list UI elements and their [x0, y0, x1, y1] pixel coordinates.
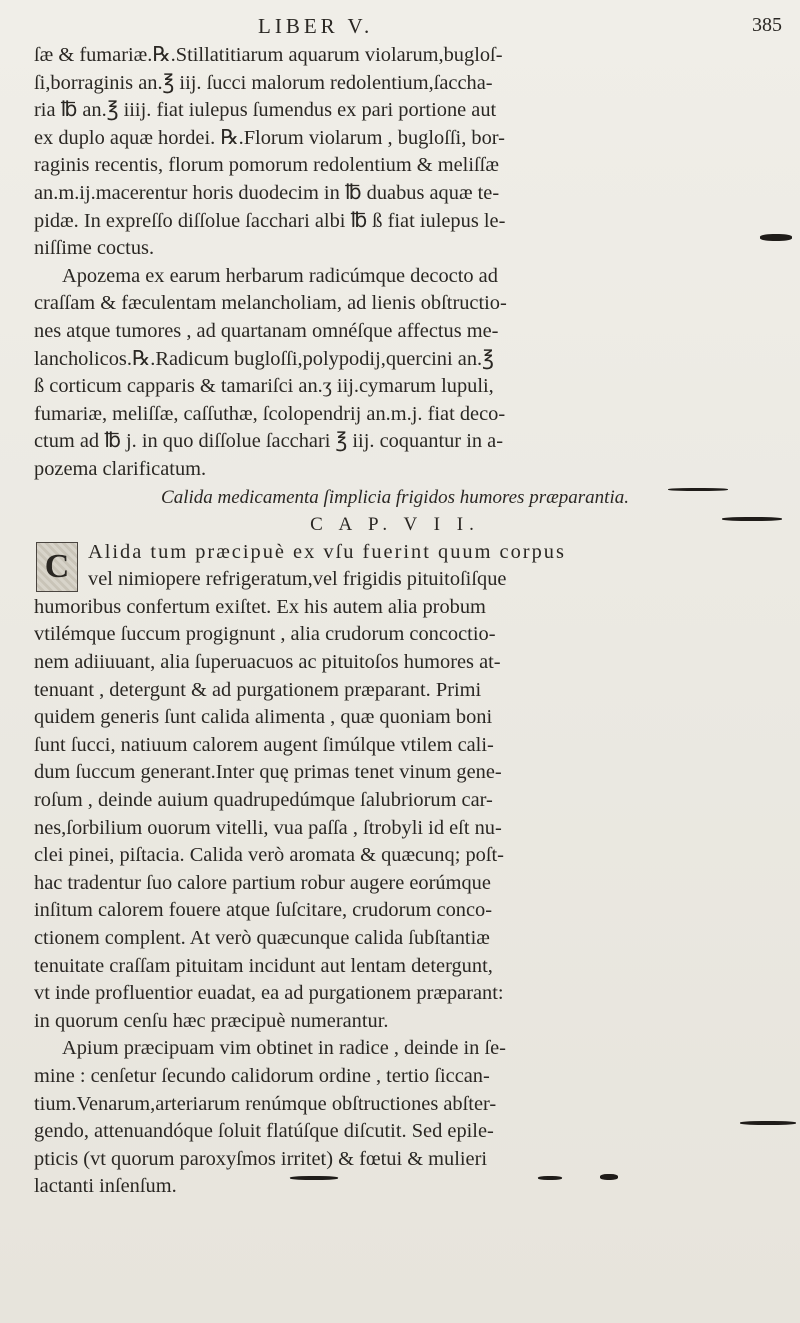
text-line: raginis recentis, florum pomorum redolentium & meliſſæ [34, 154, 499, 177]
text-line: quidem generis ſunt calida alimenta , quæ quoniam boni [34, 706, 493, 729]
page-number: 385 [752, 14, 782, 36]
text-line: ria ℔ an.℥ iiij. fiat iulepus ſumendus ex pari portione aut [34, 99, 497, 122]
chapter-heading: C A P. V I I. [310, 514, 480, 536]
text-line: roſum , deinde auium quadrupedúmque ſalubriorum car- [34, 789, 493, 812]
text-line: ſunt ſucci, natiuum calorem augent ſimúlque vtilem cali- [34, 733, 494, 756]
ink-blot [668, 488, 728, 491]
text-line: nes,ſorbilium ouorum vitelli, vua paſſa , ſtrobyli id eſt nu- [34, 816, 502, 839]
text-line: vel nimiopere refrigeratum,vel frigidis pituitoſiſque [88, 568, 507, 591]
text-line: in quorum cenſu hæc præcipuè numerantur. [34, 1009, 389, 1032]
text-line: craſſam & fæculentam melancholiam, ad lienis obſtructio- [34, 292, 507, 315]
text-line: vtilémque ſuccum progignunt , alia crudorum concoctio- [34, 623, 496, 646]
ink-blot [290, 1176, 338, 1180]
text-line: pidæ. In expreſſo diſſolue ſacchari albi ℔ ß fiat iulepus le- [34, 209, 506, 232]
text-line: tenuant , detergunt & ad purgationem præparant. Primi [34, 678, 482, 701]
text-line: pozema clarificatum. [34, 457, 207, 480]
running-title: LIBER V. [258, 14, 374, 38]
ink-blot [538, 1176, 562, 1180]
text-line: vt inde profluentior euadat, ea ad purgationem præparant: [34, 982, 504, 1005]
section-title: Calida medicamenta ſimplicia frigidos humores præparantia. [161, 486, 629, 508]
text-line: Apium præcipuam vim obtinet in radice , deinde in ſe- [62, 1037, 506, 1060]
text-line: ex duplo aquæ hordei. ℞.Florum violarum , bugloſſi, bor- [34, 126, 505, 149]
text-line: an.m.ij.macerentur horis duodecim in ℔ duabus aquæ te- [34, 181, 500, 204]
text-line: lactanti inſenſum. [34, 1175, 177, 1198]
text-line: ſæ & fumariæ.℞.Stillatitiarum aquarum violarum,bugloſ- [34, 44, 503, 66]
dropcap-initial: C [36, 542, 78, 592]
text-line: ctionem complent. At verò quæcunque calida ſubſtantiæ [34, 927, 490, 949]
text-block [34, 42, 796, 1201]
ink-blot [722, 517, 782, 521]
dropcap-paragraph-start [34, 539, 796, 594]
ink-blot [600, 1174, 618, 1180]
text-line: tenuitate craſſam pituitam incidunt aut lentam detergunt, [34, 954, 493, 977]
text-line: ß corticum capparis & tamariſci an.ʒ iij.cymarum lupuli, [34, 375, 494, 398]
text-line: inſitum calorem fouere atque ſuſcitare, crudorum conco- [34, 899, 493, 922]
text-line: clei pinei, piſtacia. Calida verò aromata & quæcunq; poſt- [34, 844, 504, 867]
text-line: ſi,borraginis an.℥ iij. ſucci malorum redolentium,ſaccha- [34, 71, 493, 94]
text-line: Alida tum præcipuè ex vſu fuerint quum corpus [88, 540, 566, 563]
text-line: nes atque tumores , ad quartanam omnéſque affectus me- [34, 319, 499, 342]
text-line: humoribus confertum exiſtet. Ex his autem alia probum [34, 595, 486, 618]
text-line: dum ſuccum generant.Inter quę primas tenet vinum gene- [34, 761, 502, 784]
text-line: tium.Venarum,arteriarum renúmque obſtructiones abſter- [34, 1092, 497, 1115]
text-line: niſſime coctus. [34, 237, 155, 260]
ink-blot [760, 234, 792, 241]
text-line: lancholicos.℞.Radicum bugloſſi,polypodij,quercini an.℥ [34, 347, 494, 370]
text-line: nem adiiuuant, alia ſuperuacuos ac pituitoſos humores at- [34, 651, 501, 674]
text-line: pticis (vt quorum paroxyſmos irritet) & fœtui & mulieri [34, 1147, 488, 1170]
text-line: gendo, attenuandóque ſoluit flatúſque diſcutit. Sed epile- [34, 1120, 494, 1143]
text-line: mine : cenſetur ſecundo calidorum ordine , tertio ſiccan- [34, 1064, 490, 1087]
text-line: ctum ad ℔ j. in quo diſſolue ſacchari ℥ iij. coquantur in a- [34, 430, 503, 453]
ink-blot [740, 1121, 796, 1125]
running-head [0, 12, 800, 42]
text-line: Apozema ex earum herbarum radicúmque decocto ad [62, 264, 498, 287]
text-line: hac tradentur ſuo calore partium robur augere eorúmque [34, 871, 491, 894]
text-line: fumariæ, meliſſæ, caſſuthæ, ſcolopendrij an.m.j. fiat deco- [34, 402, 506, 425]
